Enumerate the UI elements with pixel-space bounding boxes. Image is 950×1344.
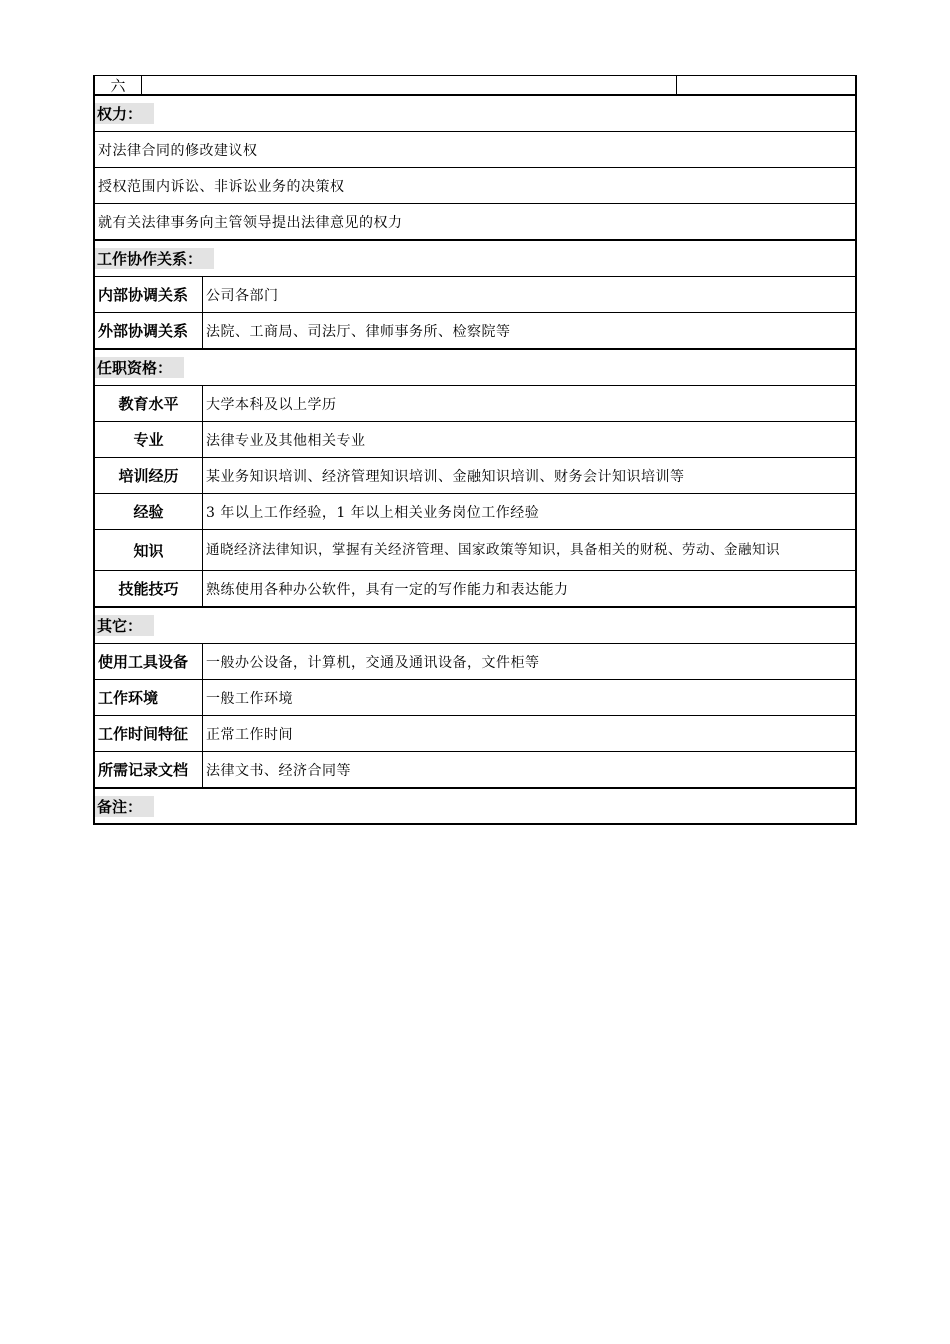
job-description-table <box>93 75 857 825</box>
power-item-text: 授权范围内诉讼、非诉讼业务的决策权 <box>98 178 345 195</box>
row-label: 外部协调关系 <box>98 322 189 340</box>
qualification-section-title <box>93 350 857 386</box>
row-value: 某业务知识培训、经济管理知识培训、金融知识培训、财务会计知识培训等 <box>202 458 855 493</box>
row-label: 所需记录文档 <box>98 761 189 779</box>
cooperation-title: 工作协作关系： <box>95 248 214 269</box>
other-section-title <box>93 608 857 644</box>
qualification-row <box>93 530 857 571</box>
row-value: 通晓经济法律知识，掌握有关经济管理、国家政策等知识，具备相关的财税、劳动、金融知识 <box>202 530 855 570</box>
remarks-row <box>93 789 857 825</box>
row-label: 技能技巧 <box>118 580 179 598</box>
qualification-title: 任职资格： <box>95 357 184 378</box>
other-row <box>93 716 857 752</box>
header-blank-cell <box>141 76 676 94</box>
power-title: 权力： <box>95 103 154 124</box>
other-title: 其它： <box>95 615 154 636</box>
qualification-row <box>93 571 857 608</box>
other-row <box>93 680 857 716</box>
row-label: 工作环境 <box>98 689 159 707</box>
cooperation-row <box>93 277 857 313</box>
qualification-row <box>93 422 857 458</box>
row-label: 培训经历 <box>118 467 179 485</box>
row-label: 专业 <box>133 431 164 449</box>
row-label: 内部协调关系 <box>98 286 189 304</box>
row-value: 公司各部门 <box>202 277 855 312</box>
qualification-row <box>93 386 857 422</box>
row-value: 法律专业及其他相关专业 <box>202 422 855 457</box>
power-section-title <box>93 96 857 132</box>
qualification-row <box>93 494 857 530</box>
row-label: 知识 <box>133 541 164 560</box>
row-value: 一般办公设备，计算机，交通及通讯设备，文件柜等 <box>202 644 855 679</box>
header-blank-cell-right <box>676 76 855 94</box>
power-item <box>93 168 857 204</box>
row-label: 使用工具设备 <box>98 653 189 671</box>
other-row <box>93 644 857 680</box>
qualification-row <box>93 458 857 494</box>
row-label: 经验 <box>133 503 164 521</box>
cooperation-section-title <box>93 241 857 277</box>
power-item <box>93 204 857 241</box>
remarks-title: 备注： <box>95 796 154 817</box>
row-value: 法院、工商局、司法厅、律师事务所、检察院等 <box>202 313 855 348</box>
cooperation-row <box>93 313 857 350</box>
row-label: 教育水平 <box>118 395 179 413</box>
row-value: 法律文书、经济合同等 <box>202 752 855 787</box>
power-item-text: 对法律合同的修改建议权 <box>98 142 258 159</box>
other-row <box>93 752 857 789</box>
row-value: 正常工作时间 <box>202 716 855 751</box>
row-label: 工作时间特征 <box>98 725 189 743</box>
power-item <box>93 132 857 168</box>
row-value: 3 年以上工作经验，1 年以上相关业务岗位工作经验 <box>202 494 855 529</box>
row-value: 熟练使用各种办公软件，具有一定的写作能力和表达能力 <box>202 571 855 606</box>
header-row <box>93 75 857 96</box>
power-item-text: 就有关法律事务向主管领导提出法律意见的权力 <box>98 214 403 231</box>
row-value: 一般工作环境 <box>202 680 855 715</box>
row-value: 大学本科及以上学历 <box>202 386 855 421</box>
section-number: 六 <box>110 76 126 95</box>
